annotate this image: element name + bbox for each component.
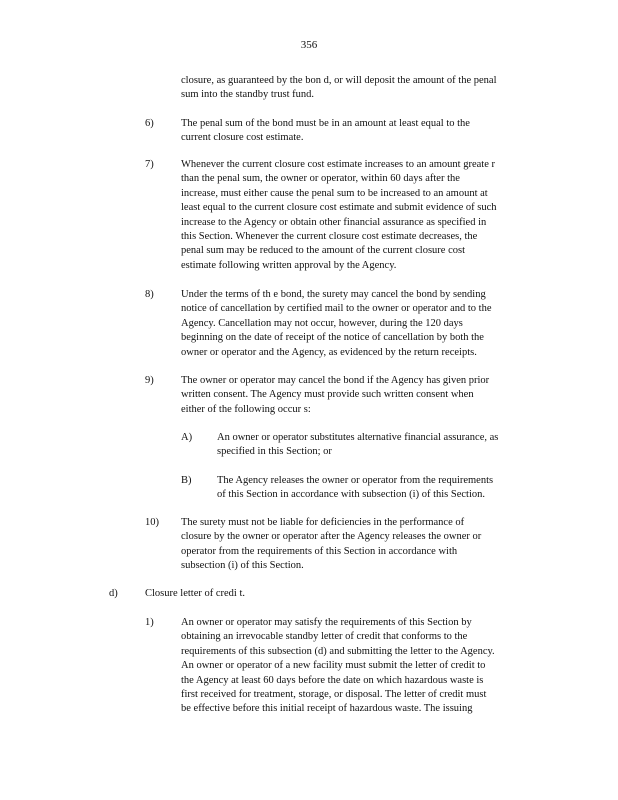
text-line: Whenever the current closure cost estimate increases to an amount greate r	[181, 159, 495, 170]
text-line: be effective before this initial receipt of hazardous waste. The issuing	[181, 703, 473, 715]
text-line: The penal sum of the bond must be in an amount at least equal to the	[181, 118, 470, 129]
page-number: 356	[300, 39, 318, 51]
text-line: obtaining an irrevocable standby letter of credit that conforms to the	[181, 631, 468, 643]
text-line: closure, as guaranteed by the bon d, or will deposit the amount of the penal	[181, 75, 497, 86]
text-line: Closure letter of credi t.	[145, 588, 246, 599]
text-line: least equal to the current closure cost estimate and submit evidence of such	[181, 202, 497, 214]
list-marker: 10)	[145, 517, 159, 528]
text-line: this Section. Whenever the current closure cost estimate decreases, the	[181, 231, 478, 243]
text-line: first received for treatment, storage, or disposal. The letter of credit must	[181, 689, 487, 701]
text-line: subsection (i) of this Section.	[181, 560, 304, 572]
text-line: An owner or operator of a new facility must submit the letter of credit to	[181, 660, 486, 672]
text-line: penal sum may be reduced to the amount of the current closure cost	[181, 245, 465, 257]
text-line: An owner or operator substitutes alternative financial assurance, as	[217, 432, 499, 443]
list-marker: B)	[181, 475, 192, 486]
paragraph-text	[217, 431, 539, 460]
text-line: requirements of this subsection (d) and submitting the letter to the Agency.	[181, 645, 495, 657]
paragraph-text	[181, 158, 537, 273]
paragraph-text	[181, 374, 537, 417]
paragraph-text	[181, 117, 537, 146]
text-line: written consent. The Agency must provide such written consent when	[181, 389, 474, 401]
text-line: The surety must not be liable for deficiencies in the performance of	[181, 517, 465, 528]
list-marker: A)	[181, 432, 193, 443]
paragraph-text	[217, 474, 523, 503]
text-line: operator from the requirements of this Section in accordance with	[181, 545, 458, 557]
text-line: the Agency at least 60 days before the date on which hazardous waste is	[181, 674, 484, 686]
text-line: specified in this Section; or	[217, 446, 332, 458]
text-line: notice of cancellation by certified mail to the owner or operator and to the	[181, 303, 492, 315]
text-line: sum into the standby trust fund.	[181, 89, 314, 101]
list-marker: 6)	[145, 118, 154, 129]
paragraph-text	[181, 288, 537, 360]
text-line: The owner or operator may cancel the bond if the Agency has given prior	[181, 375, 490, 386]
text-line: The Agency releases the owner or operator from the requirements	[217, 475, 494, 486]
section-title	[145, 587, 345, 601]
list-marker: 9)	[145, 375, 154, 386]
list-marker: 8)	[145, 289, 154, 300]
paragraph-text	[181, 616, 537, 717]
text-line: owner or operator and the Agency, as evidenced by the return receipts.	[181, 346, 477, 358]
text-line: increase to the Agency or obtain other financial assurance as specified in	[181, 216, 487, 228]
text-line: than the penal sum, the owner or operator, within 60 days after the	[181, 173, 460, 185]
text-line: increase, must either cause the penal sum to be increased to an amount at	[181, 187, 488, 199]
text-line: Under the terms of th e bond, the surety may cancel the bond by sending	[181, 289, 486, 300]
text-line: beginning on the date of receipt of the notice of cancellation by both the	[181, 332, 484, 344]
text-line: estimate following written approval by the Agency.	[181, 259, 397, 271]
text-line: of this Section in accordance with subsection (i) of this Section.	[217, 489, 485, 501]
text-line: either of the following occur s:	[181, 403, 311, 415]
paragraph-text	[181, 516, 527, 574]
text-line: An owner or operator may satisfy the requirements of this Section by	[181, 617, 472, 628]
text-line: closure by the owner or operator after the Agency releases the owner or	[181, 531, 482, 543]
text-line: Agency. Cancellation may not occur, however, during the 120 days	[181, 317, 463, 329]
list-marker: d)	[109, 588, 118, 599]
paragraph-text	[181, 74, 537, 103]
list-marker: 1)	[145, 617, 154, 628]
text-line: current closure cost estimate.	[181, 132, 304, 144]
list-marker: 7)	[145, 159, 154, 170]
